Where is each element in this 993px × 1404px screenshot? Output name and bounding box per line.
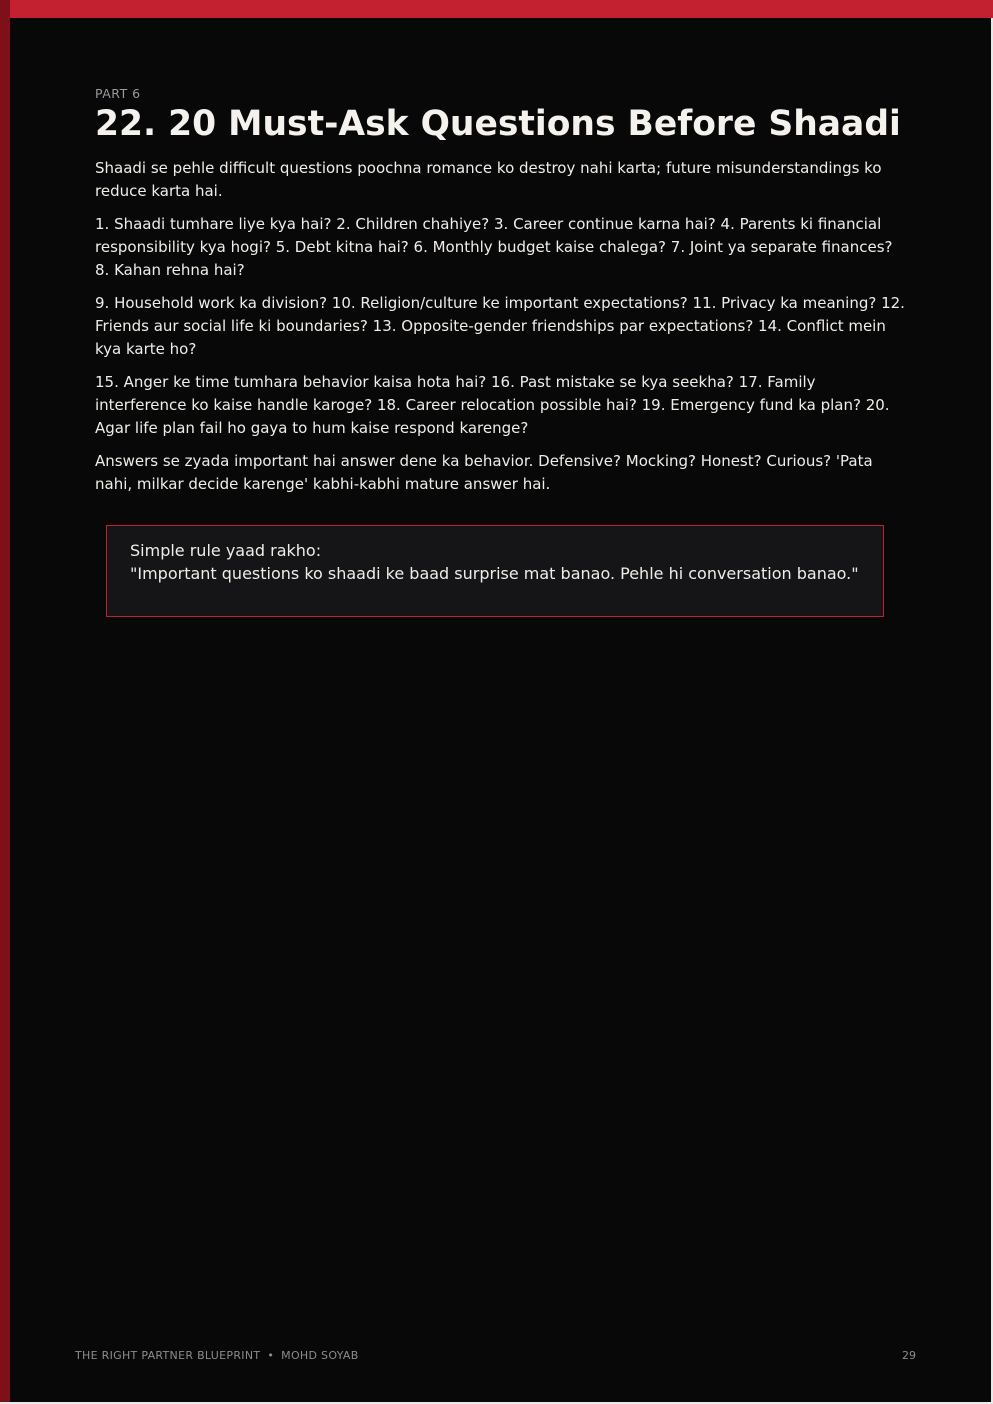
left-accent-bar xyxy=(0,0,10,1404)
callout-quote: "Important questions ko shaadi ke baad surprise mat banao. Pehle hi conversation banao." xyxy=(130,564,859,583)
page-number: 29 xyxy=(902,1349,916,1362)
intro-paragraph: Shaadi se pehle difficult questions poochna romance ko destroy nahi karta; future misunderstandings ko reduce karta hai. xyxy=(95,159,882,200)
callout-heading: Simple rule yaad rakho: xyxy=(130,541,322,560)
footer-book-title: THE RIGHT PARTNER BLUEPRINT xyxy=(75,1349,261,1362)
part-label: PART 6 xyxy=(95,86,141,101)
chapter-title: 22. 20 Must-Ask Questions Before Shaadi xyxy=(95,104,901,144)
top-accent-bar xyxy=(0,0,993,18)
main-content xyxy=(95,86,905,506)
questions-paragraph-2: 9. Household work ka division? 10. Religion/culture ke important expectations? 11. Privacy ka meaning? 12. Friends aur social life ki boundaries? 13. Opposite-gender friendships par expectations? 14. Conflict mein kya karte ho? xyxy=(95,294,905,358)
footer-author: MOHD SOYAB xyxy=(281,1349,359,1362)
footer-separator: • xyxy=(267,1349,275,1362)
questions-paragraph-3: 15. Anger ke time tumhara behavior kaisa hota hai? 16. Past mistake se kya seekha? 17. Family interference ko kaise handle karoge? 18. Career relocation possible hai? 19. Emergency fund ka plan? 20. Agar life plan fail ho gaya to hum kaise respond karenge? xyxy=(95,373,890,437)
closing-paragraph: Answers se zyada important hai answer dene ka behavior. Defensive? Mocking? Honest? Curious? 'Pata nahi, milkar decide karenge' kabhi-kabhi mature answer hai. xyxy=(95,452,873,493)
footer-running-title xyxy=(75,1349,359,1363)
callout-box xyxy=(106,525,884,617)
questions-paragraph-1: 1. Shaadi tumhare liye kya hai? 2. Children chahiye? 3. Career continue karna hai? 4. Parents ki financial responsibility kya hogi? 5. Debt kitna hai? 6. Monthly budget kaise chalega? 7. Joint ya separate finances? 8. Kahan rehna hai? xyxy=(95,215,893,279)
